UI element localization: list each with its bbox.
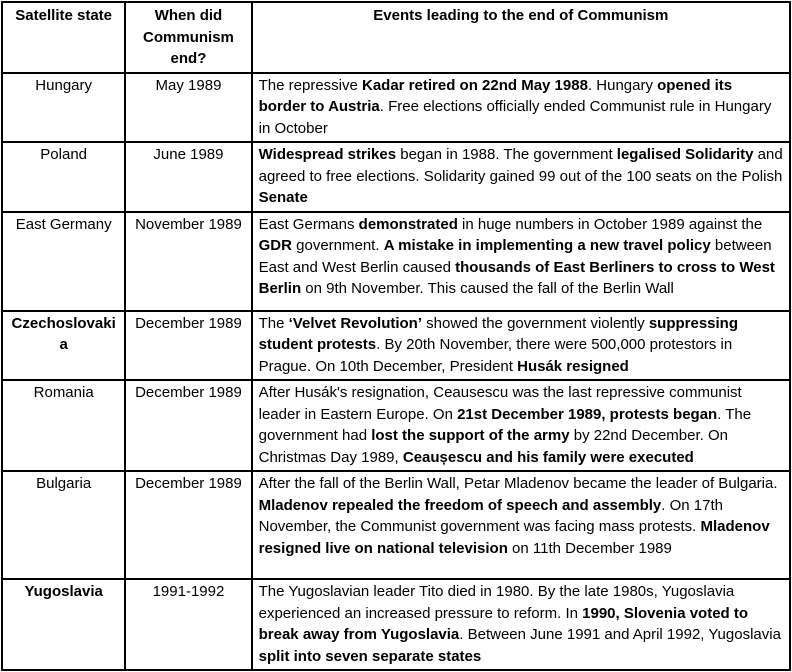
events-text: . On 17th November, the Communist government was facing mass protests. xyxy=(258,496,723,535)
table-row xyxy=(2,311,790,381)
events-text: The Yugoslavian leader Tito died in 1980. By the late 1980s, Yugoslavia experienced an increased pressure to reform. In xyxy=(258,583,735,622)
events-text: The repressive xyxy=(258,76,362,94)
table-row xyxy=(2,579,790,670)
events-text: After Husák's resignation, Ceausescu was the last repressive communist leader in Eastern Europe. On xyxy=(258,384,742,423)
events-cell xyxy=(252,212,790,311)
events-text-bold: Senate xyxy=(258,189,308,206)
events-text-bold: lost the support of the army xyxy=(371,427,570,444)
table-header xyxy=(2,2,790,73)
state-cell: Poland xyxy=(2,142,125,212)
events-text: . Hungary xyxy=(587,76,658,94)
when-cell: June 1989 xyxy=(125,142,251,212)
state-cell: Bulgaria xyxy=(2,471,125,579)
when-cell: May 1989 xyxy=(125,73,251,143)
when-cell: December 1989 xyxy=(125,311,251,381)
events-text: between East and West Berlin caused xyxy=(258,237,772,276)
header-events: Events leading to the end of Communism xyxy=(252,2,790,73)
communism-end-table xyxy=(1,1,791,671)
events-text: government. xyxy=(291,237,384,254)
events-text: began in 1988. The government xyxy=(396,146,617,163)
when-cell: 1991-1992 xyxy=(125,579,251,670)
events-text-bold: Mladenov resigned live on national television xyxy=(258,518,770,557)
events-cell xyxy=(252,471,790,579)
events-text: in huge numbers in October 1989 against the xyxy=(457,215,763,233)
events-text-bold: Mladenov repealed the freedom of speech and assembly xyxy=(258,496,662,514)
events-text: and agreed to free elections. Solidarity gained 99 out of the 100 seats on the Polish xyxy=(258,146,783,185)
events-text: . By 20th November, there were 500,000 protestors in Prague. On 10th December, President xyxy=(258,336,733,375)
table-body xyxy=(2,73,790,671)
header-satellite-state: Satellite state xyxy=(2,2,125,73)
table-row xyxy=(2,73,790,143)
events-text: by 22nd December. On Christmas Day 1989, xyxy=(258,427,728,466)
table-row xyxy=(2,142,790,212)
events-text-bold: GDR xyxy=(258,237,292,254)
events-cell xyxy=(252,73,790,143)
events-text-bold: Ceaușescu and his family were executed xyxy=(402,448,694,466)
events-text-bold: opened its border to Austria xyxy=(258,76,733,115)
state-cell: Hungary xyxy=(2,73,125,143)
events-cell xyxy=(252,311,790,381)
table-row xyxy=(2,212,790,311)
events-text: After the fall of the Berlin Wall, Petar Mladenov became the leader of Bulgaria. xyxy=(258,475,778,492)
events-text-bold: legalised Solidarity xyxy=(616,146,754,163)
when-cell: December 1989 xyxy=(125,471,251,579)
header-row xyxy=(2,2,790,73)
state-cell: Romania xyxy=(2,380,125,471)
events-text-bold: 21st December 1989, protests began xyxy=(457,405,718,423)
events-text-bold: Widespread strikes xyxy=(258,146,397,163)
events-text-bold: A mistake in implementing a new travel policy xyxy=(383,237,711,254)
state-cell: East Germany xyxy=(2,212,125,311)
events-text: showed the government violently xyxy=(422,314,649,332)
state-cell: Yugoslavia xyxy=(2,579,125,670)
table-row xyxy=(2,380,790,471)
events-text-bold: Husák resigned xyxy=(517,357,629,375)
events-text: on 9th November. This caused the fall of the Berlin Wall xyxy=(301,280,674,297)
events-text-bold: split into seven separate states xyxy=(258,647,482,665)
events-text: . The government had xyxy=(258,405,752,444)
events-text: on 11th December 1989 xyxy=(507,539,672,557)
events-text: . Free elections officially ended Communist rule in Hungary in October xyxy=(258,98,772,137)
events-text-bold: suppressing student protests xyxy=(258,314,738,353)
events-text-bold: ‘Velvet Revolution’ xyxy=(288,314,423,332)
table-row xyxy=(2,471,790,579)
events-text-bold: thousands of East Berliners to cross to West Berlin xyxy=(258,258,775,297)
when-cell: November 1989 xyxy=(125,212,251,311)
events-text-bold: Kadar retired on 22nd May 1988 xyxy=(362,76,588,94)
header-when-did-communism-end: When did Communism end? xyxy=(125,2,251,73)
events-text: . Between June 1991 and April 1992, Yugoslavia xyxy=(459,626,781,643)
state-cell: Czechoslovakia xyxy=(2,311,125,381)
events-cell xyxy=(252,579,790,670)
events-cell xyxy=(252,142,790,212)
when-cell: December 1989 xyxy=(125,380,251,471)
events-cell xyxy=(252,380,790,471)
events-text: East Germans xyxy=(258,215,359,233)
events-text: The xyxy=(258,314,289,332)
events-text-bold: 1990, Slovenia voted to break away from Yugoslavia xyxy=(258,604,749,643)
events-text-bold: demonstrated xyxy=(358,215,458,233)
